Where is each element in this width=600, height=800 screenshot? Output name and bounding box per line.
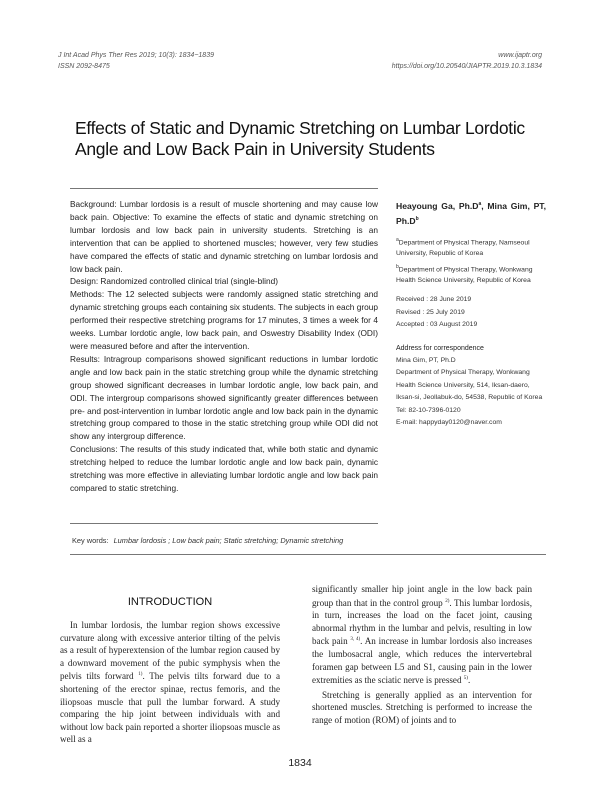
keywords xyxy=(72,536,343,545)
intro-p1-text-a: In lumbar lordosis, the lumbar region shows excessive curvature along with excessive anterior tilting of the pelvis as a result of hyperextension of the lumbar region caused by a downward movement of the pubic symphysis when the pelvis tilts forward xyxy=(60,620,280,682)
abstract-methods: Methods: The 12 selected subjects were randomly assigned static stretching and dynamic stretching groups each containing six students. The subjects in each group performed their respective stretching programs for 17 minutes, 3 times a week for 4 weeks. Lumbar lordotic angle, low back pain, and Oswestry Disability Index (ODI) were measured before and after the intervention. xyxy=(70,289,378,351)
author-sidebar xyxy=(396,198,546,430)
correspondence-email: E-mail: happyday0120@naver.com xyxy=(396,419,502,427)
intro-paragraph-1 xyxy=(60,619,280,746)
citation-ref: 2) xyxy=(445,598,450,604)
author-2: , Mina Gim, PT, Ph.D xyxy=(396,200,546,226)
affiliation-a-sup: a xyxy=(396,236,399,243)
author-2-sup: b xyxy=(415,215,419,222)
body-column-left xyxy=(60,619,280,748)
issn: ISSN 2092-8475 xyxy=(58,63,110,70)
author-1: Heayoung Ga, Ph.D xyxy=(396,200,479,211)
intro-p2-text-a: significantly smaller hip joint angle in the low back pain group than that in the control group xyxy=(312,584,532,608)
intro-p2-text-c: . An increase in lumbar lordosis also increases the lumbosacral angle, which reduces the intervertebral foramen gap between L5 and S1, causing pain in the lower extremities as the sciatic nerve is pressed xyxy=(312,636,532,686)
affiliation-b-text: Department of Physical Therapy, Wonkwang Health Science University, Republic of Korea xyxy=(396,266,533,285)
citation-ref: 1) xyxy=(138,672,143,678)
abstract-design: Design: Randomized controlled clinical trial (single-blind) xyxy=(70,276,278,287)
received-date: Received : 28 June 2019 xyxy=(396,296,472,304)
intro-p2-text-d: . xyxy=(467,675,471,686)
journal-citation: J Int Acad Phys Ther Res 2019; 10(3): 1834~1839 xyxy=(58,52,214,59)
keywords-label: Key words: xyxy=(72,536,109,545)
accepted-date: Accepted : 03 August 2019 xyxy=(396,321,478,329)
section-heading: INTRODUCTION xyxy=(127,596,213,608)
correspondence-title: Address for correspondence xyxy=(396,344,484,352)
revised-date: Revised : 25 July 2019 xyxy=(396,308,465,316)
page-number: 1834 xyxy=(288,757,312,769)
body-column-right xyxy=(312,583,532,729)
citation-ref: 5) xyxy=(463,676,468,682)
keywords-rule xyxy=(70,554,546,555)
authors xyxy=(396,198,546,228)
doi: https://doi.org/10.20540/JIAPTR.2019.10.3.1834 xyxy=(391,63,542,70)
affiliations xyxy=(396,235,546,287)
abstract-bottom-rule xyxy=(70,523,378,524)
abstract-top-rule xyxy=(70,188,378,189)
correspondence-name: Mina Gim, PT, Ph.D xyxy=(396,356,456,364)
dates xyxy=(396,294,546,332)
affiliation-a xyxy=(396,235,546,259)
intro-p1-text-b: . The pelvis tilts forward due to a shortening of the erector spinae, rectus femoris, and the iliopsoas muscle that pull the lumbar forward. A study comparing the hip joint between individuals with and without low back pain reported a shorter iliopsoas muscle as well as a xyxy=(60,671,280,745)
citation-ref: 3, 4) xyxy=(350,637,361,643)
abstract-results: Results: Intragroup comparisons showed significant reductions in lumbar lordotic angle and low back pain in the static stretching group while the dynamic stretching group showed significant decreases in lumbar lordotic angle, low back pain, and ODI. The intergroup comparisons showed significantly greater differences between pre- and post-intervention in lumbar lordotic angle and low back pain in the dynamic stretching group compared to those in the static stretching group while ODI did not show any intergroup difference. xyxy=(70,353,378,442)
abstract-background: Background: Lumbar lordosis is a result of muscle shortening and may cause low back pain. Objective: To examine the effects of static and dynamic stretching on lumbar lordosis and low back pain in university students. Stretching is an intervention that can be applied to shortened muscles; however, very few studies have compared the effects of static and dynamic stretching on lumbar lordosis and low back pain. xyxy=(70,199,378,274)
paper-title: Effects of Static and Dynamic Stretching on Lumbar Lordotic Angle and Low Back Pain in University Students xyxy=(75,118,525,159)
intro-paragraph-3: Stretching is generally applied as an intervention for shortened muscles. Stretching is performed to increase the range of motion (ROM) of joints and to xyxy=(312,689,532,726)
author-1-sup: a xyxy=(478,201,482,207)
affiliation-a-text: Department of Physical Therapy, Namseoul University, Republic of Korea xyxy=(396,238,530,257)
intro-paragraph-2 xyxy=(312,583,532,687)
website: www.ijaptr.org xyxy=(498,52,542,59)
abstract xyxy=(70,198,378,495)
affiliation-b-sup: b xyxy=(396,263,399,270)
correspondence-address: Department of Physical Therapy, Wonkwang Health Science University, 514, Iksan-daero, Iksan-si, Jeollabuk-do, 54538, Republic of Korea xyxy=(396,369,543,402)
intro-p2-text-b: . This lumbar lordosis, in turn, increases the load on the facet joint, causing abnormal rhythm in the lumbar and pelvis, resulting in low back pain xyxy=(312,597,532,647)
affiliation-b xyxy=(396,262,546,286)
journal-header xyxy=(58,50,214,72)
keywords-value: Lumbar lordosis ; Low back pain; Static stretching; Dynamic stretching xyxy=(113,536,344,545)
doi-header xyxy=(392,50,542,72)
abstract-conclusions: Conclusions: The results of this study indicated that, while both static and dynamic stretching helped to reduce the lumbar lordotic angle and low back pain, dynamic stretching was more effective in alleviating lumbar lordotic angle and low back pain compared to static stretching. xyxy=(70,444,378,493)
correspondence xyxy=(396,343,546,430)
correspondence-tel: Tel: 82-10-7396-0120 xyxy=(396,406,461,414)
